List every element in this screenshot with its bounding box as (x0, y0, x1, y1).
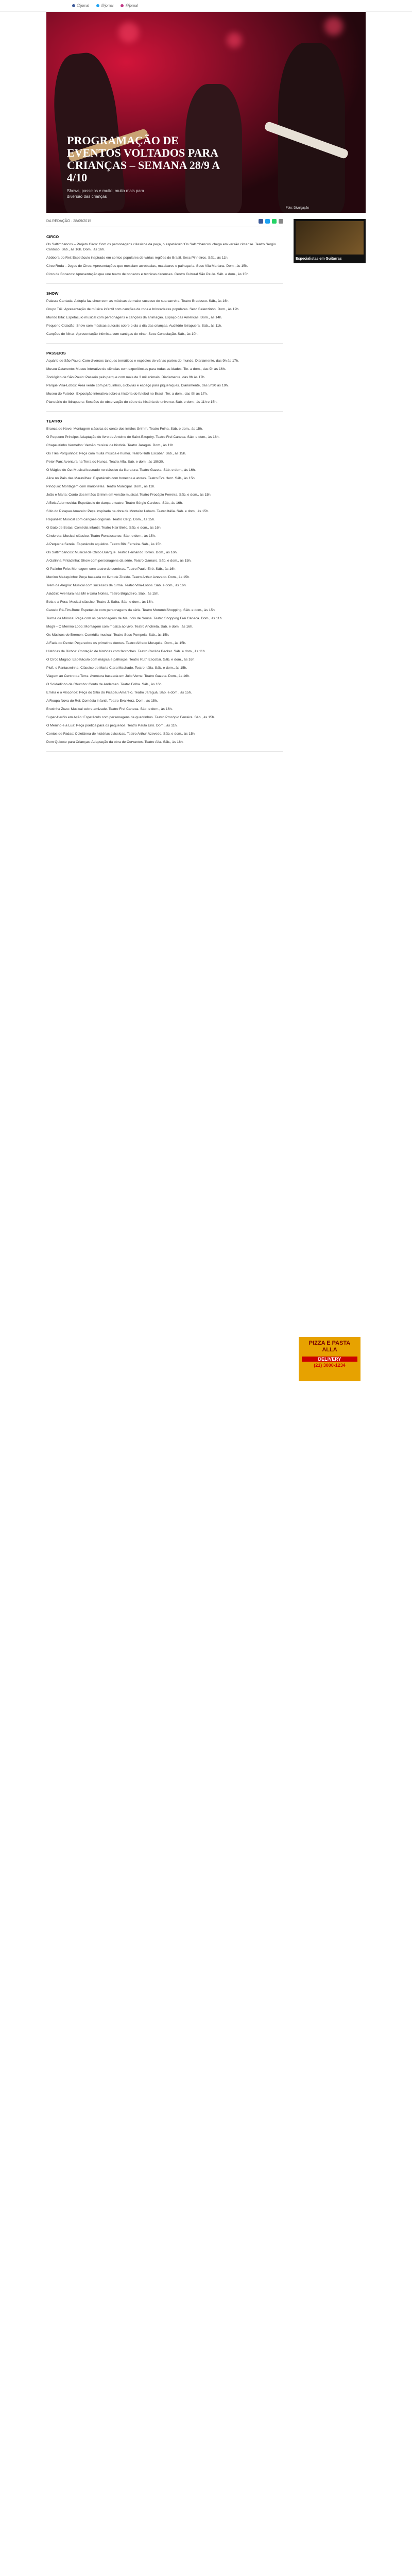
event-entry: Mogli – O Menino Lobo: Montagem com música ao vivo. Teatro Anchieta. Sáb. e dom., às 16h. (46, 625, 193, 629)
event-entry: Pinóquio: Montagem com marionetes. Teatro Municipal. Dom., às 11h. (46, 485, 156, 488)
event-entry: O Mágico de Oz: Musical baseado no clássico da literatura. Teatro Gazeta. Sáb. e dom., às 16h. (46, 468, 196, 472)
event-entry: O Circo Mágico: Espetáculo com mágica e palhaços. Teatro Ruth Escobar. Sáb. e dom., às 16h. (46, 658, 196, 662)
stage-light (118, 22, 139, 43)
section-divider (46, 751, 283, 752)
email-share-icon[interactable] (279, 219, 283, 224)
event-entry: A Fada do Dente: Peça sobre os primeiros dentes. Teatro Alfredo Mesquita. Dom., às 15h. (46, 641, 186, 645)
page-title: PROGRAMAÇÃO DE EVENTOS VOLTADOS PARA CRIANÇAS – SEMANA 28/9 A 4/10 (67, 134, 219, 184)
event-sections (46, 234, 283, 752)
event-entry: Planetário do Ibirapuera: Sessões de observação do céu e da história do universo. Sáb. e dom., às 11h e 15h. (46, 400, 218, 404)
event-entry: Turma da Mônica: Peça com os personagens de Mauricio de Sousa. Teatro Shopping Frei Caneca. Dom., às 11h. (46, 617, 223, 620)
social-link-1[interactable]: @jornal (72, 4, 89, 8)
event-entry: O Patinho Feio: Montagem com teatro de sombras. Teatro Paulo Eiró. Sáb., às 16h. (46, 567, 177, 571)
event-entry: Mundo Bita: Espetáculo musical com personagens e canções da animação. Espaço das Américas. Dom., às 14h. (46, 316, 222, 319)
event-entry: Trem da Alegria: Musical com sucessos da turma. Teatro Villa-Lobos. Sáb. e dom., às 16h. (46, 584, 187, 587)
event-entry: Circo Roda – Jogos de Circo: Apresentações que mesclam acrobacias, malabares e palhaçaria. Sesc Vila Mariana. Dom., às 15h. (46, 264, 248, 268)
social-topbar (0, 0, 412, 12)
twitter-icon (96, 4, 99, 7)
whatsapp-share-icon[interactable] (272, 219, 277, 224)
photo-credit: Foto: Divulgação (285, 207, 309, 210)
event-entry: Grupo Triii: Apresentação de música infantil com canções de roda e brincadeiras populares. Sesc Belenzinho. Dom., às 12h. (46, 308, 239, 311)
event-entry: O Menino e a Lua: Peça poética para os pequenos. Teatro Paulo Eiró. Dom., às 11h. (46, 724, 178, 727)
twitter-share-icon[interactable] (265, 219, 270, 224)
section-divider (46, 411, 283, 412)
event-entry: Contos de Fadas: Coletânea de histórias clássicas. Teatro Arthur Azevedo. Sáb. e dom., às 15h. (46, 732, 196, 736)
event-entry: A Galinha Pintadinha: Show com personagens da série. Teatro Gamaro. Sáb. e dom., às 15h. (46, 559, 192, 563)
event-entry: Palavra Cantada: A dupla faz show com as músicas de maior sucesso de sua carreira. Teatro Bradesco. Sáb., às 16h. (46, 299, 230, 303)
event-entry: Alice no País das Maravilhas: Espetáculo com bonecos e atores. Teatro Eva Herz. Sáb., às 15h. (46, 477, 196, 480)
event-entry: Os Saltimbancos – Projeto Circo: Com os personagens clássicos da peça, o espetáculo 'Os Saltimbancos' chega em versão circense. Teatro Sergio Cardoso. Sáb., às 16h. Dom., às 16h. (46, 243, 276, 251)
section-title: PASSEIOS (46, 351, 66, 355)
event-entry: Bruxinha Zuzu: Musical sobre amizade. Teatro Frei Caneca. Sáb. e dom., às 16h. (46, 707, 173, 711)
event-entry: Emília e o Visconde: Peça do Sítio do Picapau Amarelo. Teatro Jaraguá. Sáb. e dom., às 15h. (46, 691, 192, 694)
section-title: CIRCO (46, 234, 59, 239)
page-subtitle: Shows, passeios e muito, muito mais para diversão das crianças (67, 189, 144, 199)
ad-image (296, 221, 364, 255)
event-entry: Os Músicos de Bremen: Comédia musical. Teatro Sesc Pompeia. Sáb., às 15h. (46, 633, 169, 637)
event-entry: Canções de Ninar: Apresentação intimista com cantigas de ninar. Sesc Consolação. Sáb., às 10h. (46, 332, 199, 336)
stage-light (324, 17, 343, 36)
event-entry: Viagem ao Centro da Terra: Aventura baseada em Júlio Verne. Teatro Gazeta. Dom., às 16h. (46, 674, 191, 678)
article-body (46, 219, 283, 752)
event-entry: Bela e a Fera: Musical clássico. Teatro J. Safra. Sáb. e dom., às 16h. (46, 600, 154, 604)
event-entry: Branca de Neve: Montagem clássica do conto dos irmãos Grimm. Teatro Folha. Sáb. e dom., às 15h. (46, 427, 203, 431)
event-entry: A Roupa Nova do Rei: Comédia infantil. Teatro Eva Herz. Dom., às 15h. (46, 699, 158, 703)
event-entry: O Pequeno Príncipe: Adaptação do livro de Antoine de Saint-Exupéry. Teatro Frei Caneca. Sáb. e dom., às 16h. (46, 435, 220, 439)
event-entry: Cinderela: Musical clássico. Teatro Renaissance. Sáb. e dom., às 15h. (46, 534, 156, 538)
event-entry: Rapunzel: Musical com canções originais. Teatro Cetip. Dom., às 15h. (46, 518, 156, 521)
event-entry: Abóbora do Rei: Espetáculo inspirado em contos populares de várias regiões do Brasil. Sesc Pinheiros. Sáb., às 11h. (46, 256, 229, 260)
stage-light (227, 32, 242, 48)
event-entry: Histórias de Bichos: Contação de histórias com fantoches. Teatro Cacilda Becker. Sáb. e dom., às 11h. (46, 650, 206, 653)
event-entry: Os Saltimbancos: Musical de Chico Buarque. Teatro Fernando Torres. Dom., às 16h. (46, 551, 178, 554)
share-buttons (259, 219, 283, 224)
event-entry: Aquário de São Paulo: Com diversos tanques temáticos e espécies de várias partes do mundo. Diariamente, das 9h às 17h. (46, 359, 239, 363)
event-entry: A Pequena Sereia: Espetáculo aquático. Teatro Bibi Ferreira. Sáb., às 15h. (46, 543, 163, 546)
event-entry: Aladdin: Aventura nas Mil e Uma Noites. Teatro Brigadeiro. Sáb., às 15h. (46, 592, 159, 596)
section-title: SHOW (46, 291, 59, 296)
event-entry: Os Três Porquinhos: Peça com muita música e humor. Teatro Ruth Escobar. Sáb., às 15h. (46, 452, 186, 455)
event-entry: Super-Heróis em Ação: Espetáculo com personagens de quadrinhos. Teatro Procópio Ferreira. Sáb., às 15h. (46, 716, 215, 719)
instagram-icon (121, 4, 124, 7)
section-title: TEATRO (46, 419, 62, 423)
section-divider (46, 283, 283, 284)
social-link-2[interactable]: @jornal (96, 4, 113, 8)
event-entry: Chapeuzinho Vermelho: Versão musical da história. Teatro Jaraguá. Dom., às 11h. (46, 444, 175, 447)
event-entry: A Bela Adormecida: Espetáculo de dança e teatro. Teatro Sérgio Cardoso. Sáb., às 16h. (46, 501, 183, 505)
section-divider (46, 343, 283, 344)
event-entry: Peter Pan: Aventura na Terra do Nunca. Teatro Alfa. Sáb. e dom., às 15h30. (46, 460, 164, 464)
event-entry: Pequeno Cidadão: Show com músicas autorais sobre o dia a dia das crianças. Auditório Ibirapuera. Sáb., às 11h. (46, 324, 222, 328)
event-entry: João e Maria: Conto dos irmãos Grimm em versão musical. Teatro Procópio Ferreira. Sáb. e dom., às 15h. (46, 493, 212, 497)
byline: DA REDAÇÃO · 28/09/2015 (46, 219, 283, 227)
ad-pizza[interactable] (299, 1337, 360, 1381)
ad-pizza-delivery: DELIVERY (302, 1357, 357, 1362)
facebook-share-icon[interactable] (259, 219, 263, 224)
event-entry: Castelo Rá-Tim-Bum: Espetáculo com personagens da série. Teatro MorumbiShopping. Sáb. e dom., às 15h. (46, 608, 216, 612)
event-entry: Museu do Futebol: Exposição interativa sobre a história do futebol no Brasil. Ter. a dom., das 9h às 17h. (46, 392, 208, 396)
ad-text: Especialistas em Guitarras (296, 257, 342, 261)
author: DA REDAÇÃO (46, 219, 70, 223)
publish-date: 28/09/2015 (73, 219, 92, 223)
hero-caption (67, 134, 345, 199)
event-entry: Circo de Bonecos: Apresentação que une teatro de bonecos e técnicas circenses. Centro Cultural São Paulo. Sáb. e dom., às 15h. (46, 273, 250, 276)
ad-pizza-title: PIZZA E PASTA ALLA (308, 1340, 351, 1353)
sidebar (294, 219, 366, 1368)
social-link-3[interactable]: @jornal (121, 4, 138, 8)
hero-banner (46, 12, 366, 213)
event-entry: Menino Maluquinho: Peça baseada no livro de Ziraldo. Teatro Arthur Azevedo. Dom., às 15h. (46, 575, 191, 579)
event-entry: O Gato de Botas: Comédia infantil. Teatro Nair Bello. Sáb. e dom., às 16h. (46, 526, 162, 530)
event-entry: Parque Villa-Lobos: Área verde com parquinhos, ciclovias e espaço para piqueniques. Diariamente, das 5h30 às 19h. (46, 384, 229, 387)
event-entry: O Soldadinho de Chumbo: Conto de Andersen. Teatro Folha. Sáb., às 16h. (46, 683, 163, 686)
event-entry: Pluft, o Fantasminha: Clássico de Maria Clara Machado. Teatro Itália. Sáb. e dom., às 15h. (46, 666, 187, 670)
event-entry: Sítio do Picapau Amarelo: Peça inspirada na obra de Monteiro Lobato. Teatro Itália. Sáb. e dom., às 15h. (46, 510, 209, 513)
event-entry: Zoológico de São Paulo: Passeio pelo parque com mais de 3 mil animais. Diariamente, das 9h às 17h. (46, 376, 205, 379)
facebook-icon (72, 4, 75, 7)
event-entry: Dom Quixote para Crianças: Adaptação da obra de Cervantes. Teatro Alfa. Sáb., às 16h. (46, 740, 184, 744)
ad-pizza-phone: (21) 3000-1234 (314, 1363, 346, 1368)
event-entry: Museu Catavento: Museu interativo de ciências com experiências para todas as idades. Ter. a dom., das 9h às 16h. (46, 367, 226, 371)
ad-guitar[interactable] (294, 219, 366, 263)
